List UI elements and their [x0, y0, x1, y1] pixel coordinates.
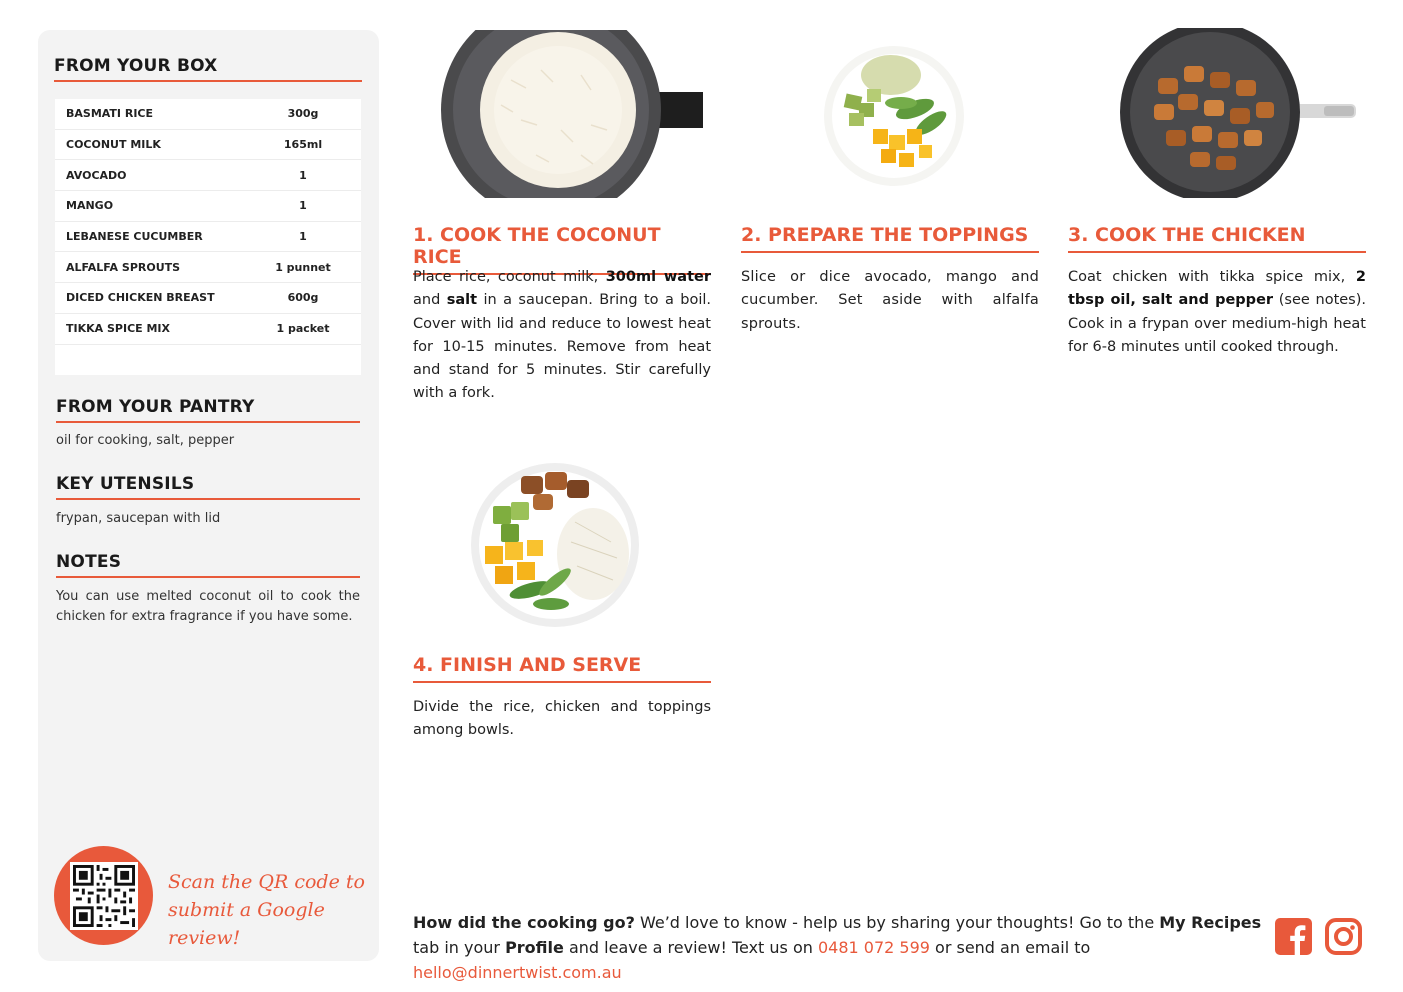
chicken-frypan-photo — [1118, 28, 1358, 198]
ingredient-qty: 600g — [287, 291, 319, 305]
facebook-icon[interactable] — [1275, 918, 1312, 955]
step-1-text-part: in a saucepan. Bring to a boil. Cover with lid and reduce to lowest heat for 10-15 minutes. Remove from heat and stand for 5 minutes. Stir carefully with a fork. — [413, 292, 711, 402]
step-1-text-part: and — [413, 292, 447, 309]
key-utensils-heading: KEY UTENSILS — [56, 474, 360, 500]
ingredient-name: ALFALFA SPROUTS — [66, 260, 181, 274]
ingredient-name: AVOCADO — [66, 168, 127, 182]
from-your-pantry-heading: FROM YOUR PANTRY — [56, 397, 360, 423]
step-2-title: 2. PREPARE THE TOPPINGS — [741, 224, 1039, 253]
notes-text: You can use melted coconut oil to cook the chicken for extra fragrance if you have some. — [56, 589, 360, 624]
ingredient-row — [55, 283, 361, 314]
ingredient-row — [55, 252, 361, 283]
ingredient-qty: 165ml — [283, 138, 323, 152]
utensils-text: frypan, saucepan with lid — [56, 511, 221, 526]
ingredient-qty: 1 — [299, 230, 307, 244]
ingredient-row — [55, 222, 361, 253]
step-3-bold-oil: 2 tbsp oil, salt and pepper — [1068, 269, 1366, 309]
ingredient-name: TIKKA SPICE MIX — [66, 322, 171, 336]
ingredient-qty: 1 punnet — [275, 260, 331, 274]
instagram-icon[interactable] — [1325, 918, 1362, 955]
email-link[interactable]: hello@dinnertwist.com.au — [413, 963, 622, 982]
footer-text-part: tab in your — [413, 938, 506, 957]
pantry-text: oil for cooking, salt, pepper — [56, 433, 235, 448]
profile-label: Profile — [505, 938, 564, 957]
finished-bowl-photo — [471, 462, 643, 628]
ingredient-name: COCONUT MILK — [66, 138, 161, 152]
ingredient-name: BASMATI RICE — [66, 107, 154, 121]
ingredient-qty: 1 — [299, 199, 307, 213]
sidebar — [38, 30, 379, 961]
toppings-plate-photo — [823, 45, 965, 187]
ingredient-qty: 1 packet — [276, 322, 330, 336]
step-1-text-part: Place rice, coconut milk, — [413, 269, 606, 285]
qr-review-prompt — [168, 868, 368, 952]
step-3-text-part: (see notes). Cook in a frypan over medium-high heat for 6-8 minutes until cooked through. — [1068, 292, 1367, 355]
qr-code-badge[interactable] — [54, 846, 153, 945]
step-3-text-part: Coat chicken with tikka spice mix, — [1068, 269, 1356, 285]
ingredient-row — [55, 314, 361, 345]
from-your-box-heading: FROM YOUR BOX — [54, 56, 362, 82]
ingredient-name: LEBANESE CUCUMBER — [66, 230, 203, 244]
my-recipes-label: My Recipes — [1159, 913, 1262, 932]
ingredients-table — [55, 99, 361, 375]
ingredient-qty: 300g — [287, 107, 319, 121]
qr-code-icon[interactable] — [70, 862, 138, 930]
review-footer — [413, 910, 1263, 985]
step-4-title: 4. FINISH AND SERVE — [413, 654, 711, 683]
footer-text-part: or send an email to — [929, 938, 1091, 957]
rice-pan-photo — [441, 30, 703, 198]
ingredient-row — [55, 99, 361, 130]
step-1-title: 1. COOK THE COCONUT RICE — [413, 224, 711, 275]
ingredient-row — [55, 191, 361, 222]
footer-text-part: We’d love to know - help us by sharing your thoughts! Go to the — [634, 913, 1160, 932]
step-1-bold-water: 300ml water — [605, 269, 711, 285]
step-2-text: Slice or dice avocado, mango and cucumber. Set aside with alfalfa sprouts. — [741, 269, 1039, 332]
notes-heading: NOTES — [56, 552, 360, 578]
footer-text-part: and leave a review! Text us on — [563, 938, 818, 957]
ingredient-row — [55, 130, 361, 161]
qr-line-2: submit a Google review! — [168, 899, 325, 949]
ingredient-row — [55, 160, 361, 191]
step-4-text: Divide the rice, chicken and toppings among bowls. — [413, 699, 711, 739]
step-1-text — [413, 266, 711, 406]
ingredient-qty: 1 — [299, 168, 307, 182]
ingredient-name: MANGO — [66, 199, 114, 213]
step-1-bold-salt: salt — [446, 292, 478, 309]
step-3-title: 3. COOK THE CHICKEN — [1068, 224, 1366, 253]
qr-line-1: Scan the QR code to — [168, 871, 365, 893]
step-3-text — [1068, 266, 1366, 359]
footer-bold: How did the cooking go? — [413, 913, 635, 932]
phone-link[interactable]: 0481 072 599 — [817, 938, 930, 957]
ingredient-name: DICED CHICKEN BREAST — [66, 291, 215, 305]
